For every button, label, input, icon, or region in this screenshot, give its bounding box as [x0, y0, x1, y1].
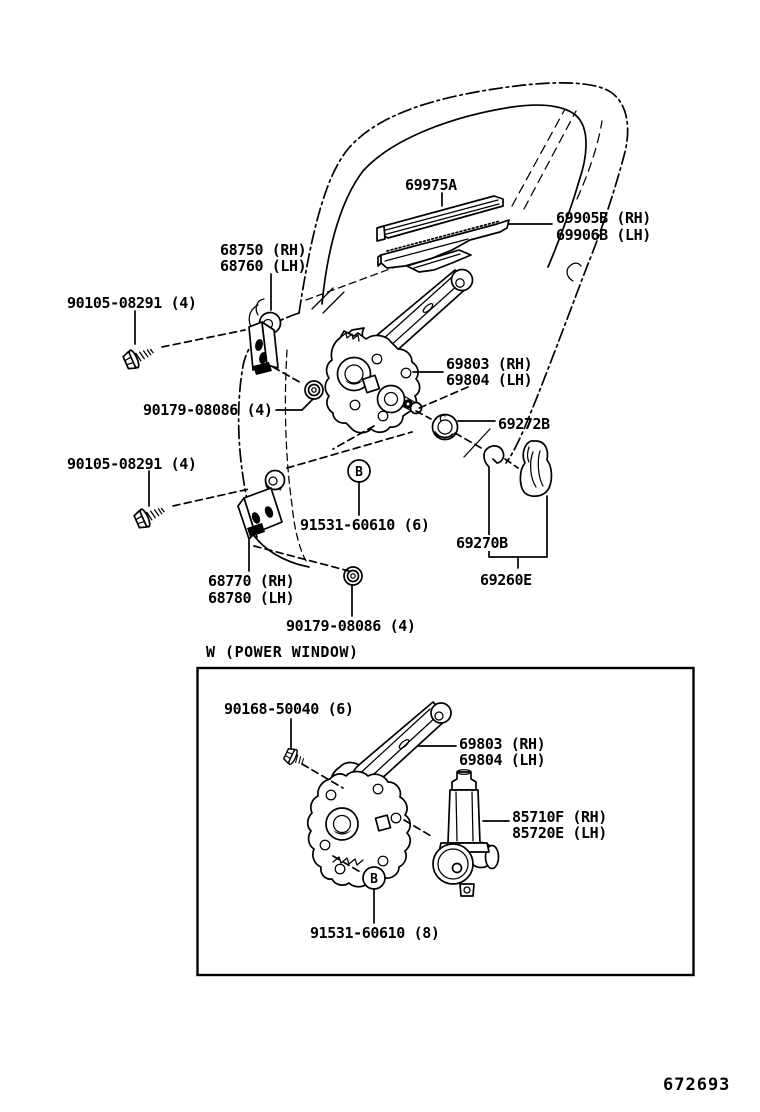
quarter-sash-line-1	[512, 109, 565, 206]
power-window-heading: W (POWER WINDOW)	[206, 643, 359, 661]
pw-bolt-drawing	[283, 746, 307, 769]
label-pw-motor-lh: 85720E (LH)	[512, 824, 607, 842]
sash-handle-69260E	[520, 441, 551, 496]
figure-number: 672693	[663, 1075, 731, 1095]
label-lower-hinge-lh: 68780 (LH)	[208, 589, 295, 607]
label-belt-molding-lh: 69906B (LH)	[556, 226, 651, 244]
label-belt-molding-rh: 69905B (RH)	[556, 209, 651, 227]
lower-hinge	[238, 471, 285, 540]
lower-hinge-bolt-drawing	[133, 501, 167, 530]
door-bottom-corner	[252, 533, 309, 567]
label-regulator-lh: 69804 (LH)	[446, 371, 533, 389]
callout-letter: B	[355, 465, 363, 480]
pw-regulator-drawing	[308, 702, 451, 887]
door-edge-stray-segment	[464, 429, 490, 457]
door-outline	[239, 83, 628, 567]
callout-letter: B	[370, 872, 378, 887]
label-lower-hinge-rh: 68770 (RH)	[208, 572, 295, 590]
quarter-sash-line-3	[577, 121, 602, 199]
motor-gear-housing	[433, 844, 473, 884]
label-glass-run: 69975A	[405, 176, 457, 194]
label-pw-nut-b8: 91531-60610 (8)	[310, 924, 440, 942]
label-upper-hinge-rh: 68750 (RH)	[220, 241, 307, 259]
label-lower-hinge-bolt: 90105-08291 (4)	[67, 455, 197, 473]
upper-hinge-bolt-drawing	[122, 342, 156, 371]
upper-hinge	[249, 299, 281, 375]
label-upper-hinge-bolt: 90105-08291 (4)	[67, 294, 197, 312]
handle-clip-69270B	[484, 446, 504, 467]
upper-hinge-nut-drawing	[305, 381, 323, 399]
power-window-view	[224, 700, 607, 942]
label-lower-hinge-nut: 90179-08086 (4)	[286, 617, 416, 635]
label-pw-bolt: 90168-50040 (6)	[224, 700, 354, 718]
label-pw-regulator-rh: 69803 (RH)	[459, 735, 546, 753]
label-regulator-rh: 69803 (RH)	[446, 355, 533, 373]
window-regulator-main	[325, 270, 472, 433]
label-pw-motor-rh: 85710F (RH)	[512, 808, 607, 826]
sash-hook-notch	[567, 263, 581, 281]
fastener-callout-b-box	[363, 867, 385, 889]
label-upper-hinge-nut: 90179-08086 (4)	[143, 401, 273, 419]
fastener-callout-b-main	[348, 460, 370, 482]
motor-tab	[460, 884, 474, 896]
label-grommet: 69272B	[498, 415, 550, 433]
label-pw-regulator-lh: 69804 (LH)	[459, 751, 546, 769]
motor-body	[448, 790, 480, 843]
pw-motor-drawing	[433, 770, 499, 896]
label-handle: 69260E	[480, 571, 532, 589]
quarter-sash-line-2	[524, 111, 576, 209]
label-upper-hinge-lh: 68760 (LH)	[220, 257, 307, 275]
grommet-69272B	[433, 415, 458, 440]
pw-plate	[308, 772, 410, 887]
label-regulator-nut-b6: 91531-60610 (6)	[300, 516, 430, 534]
label-handle-clip: 69270B	[456, 534, 508, 552]
hinge-eye	[266, 471, 285, 490]
